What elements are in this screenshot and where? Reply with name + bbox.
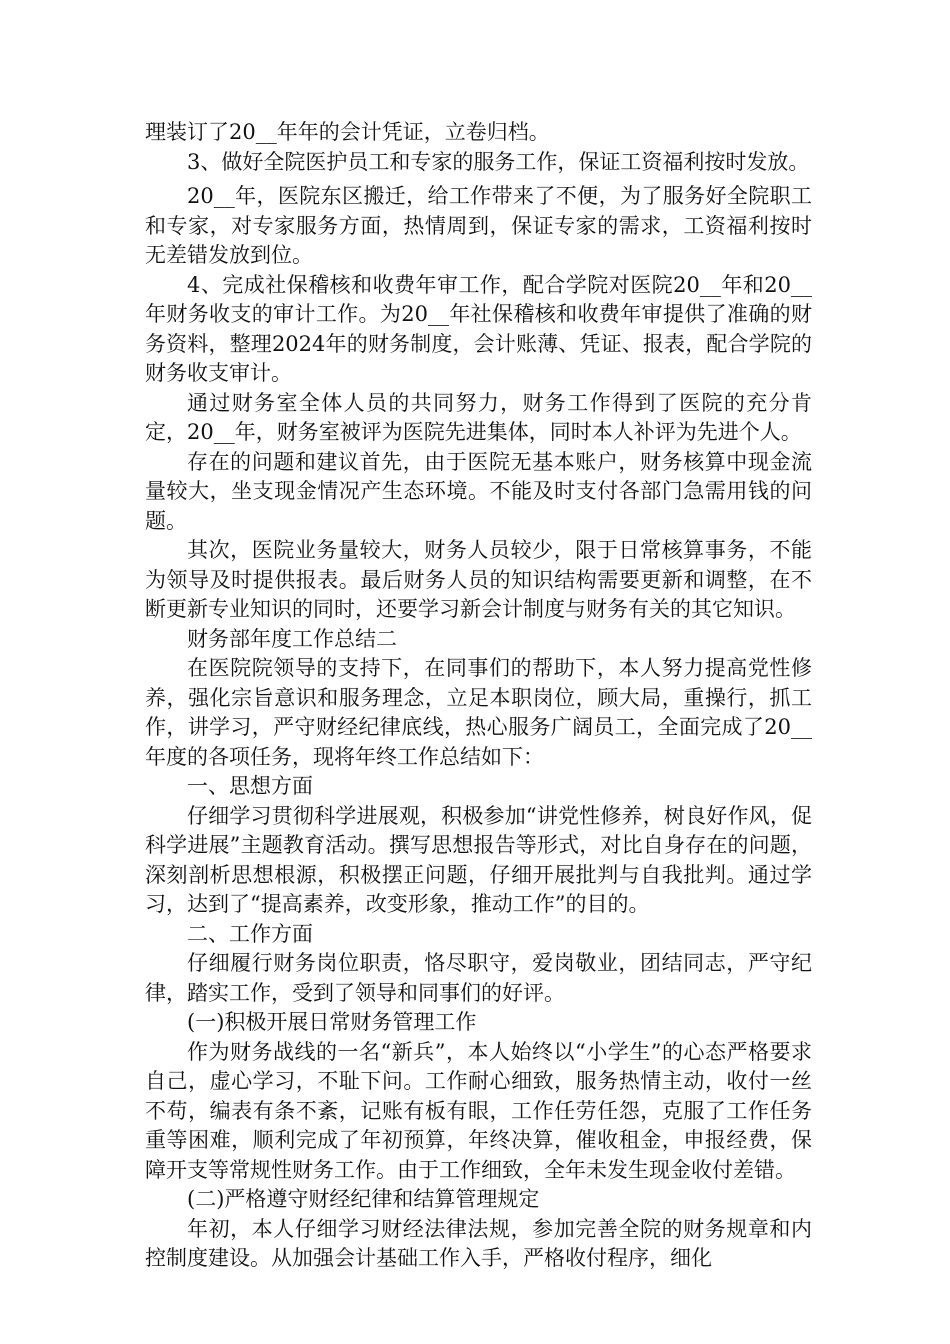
paragraph: 一、思想方面 [187,774,313,798]
paragraph: (二)严格遵守财经纪律和结算管理规定 [187,1187,540,1211]
paragraph: (一)积极开展日常财务管理工作 [187,1010,477,1034]
paragraph: 存在的问题和建议首先，由于医院无基本账户，财务核算中现金流量较大，坐支现金情况产生态环境。不能及时支付各部门急需用钱的问题。 [145,449,812,533]
paragraph: 理装订了20__年年的会计凭证，立卷归档。 [145,120,550,144]
paragraph: 通过财务室全体人员的共同努力，财务工作得到了医院的充分肯定，20__年，财务室被评为医院先进集体，同时本人补评为先进个人。 [145,390,812,444]
paragraph: 年初，本人仔细学习财经法律法规，参加完善全院的财务规章和内控制度建设。从加强会计基础工作入手，严格收付程序，细化 [145,1216,812,1270]
paragraph: 4、完成社保稽核和收费年审工作，配合学院对医院20__年和20__年财务收支的审计工作。为20__年社保稽核和收费年审提供了准确的财务资料，整理2024年的财务制度，会计账薄、凭证、报表，配合学院的财务收支审计。 [145,272,812,385]
document-body [145,118,812,1274]
paragraph: 二、工作方面 [187,921,313,946]
paragraph: 财务部年度工作总结二 [187,626,397,651]
paragraph: 作为财务战线的一名“新兵”，本人始终以“小学生”的心态严格要求自己，虚心学习，不耻下问。工作耐心细致，服务热情主动，收付一丝不苟，编表有条不紊，记账有板有眼，工作任劳任怨，克服了工作任务重等困难，顺利完成了年初预算，年终决算，催收租金，申报经费，保障开支等常规性财务工作。由于工作细致，全年未发生现金收付差错。 [145,1039,812,1182]
paragraph: 在医院院领导的支持下，在同事们的帮助下，本人努力提高党性修养，强化宗旨意识和服务理念，立足本职岗位，顾大局，重操行，抓工作，讲学习，严守财经纪律底线，热心服务广阔员工，全面完成了20__年度的各项任务，现将年终工作总结如下： [145,656,812,769]
paragraph: 20__年，医院东区搬迁，给工作带来了不便，为了服务好全院职工和专家，对专家服务方面，热情周到，保证专家的需求，工资福利按时无差错发放到位。 [145,184,812,267]
paragraph: 仔细学习贯彻科学进展观，积极参加“讲党性修养，树良好作风，促科学进展”主题教育活动。撰写思想报告等形式，对比自身存在的问题，深刻剖析思想根源，积极摆正问题，仔细开展批判与自我批判。通过学习，达到了“提高素养，改变形象，推动工作”的目的。 [145,803,812,916]
paragraph: 其次，医院业务量较大，财务人员较少，限于日常核算事务，不能为领导及时提供报表。最后财务人员的知识结构需要更新和调整，在不断更新专业知识的同时，还要学习新会计制度与财务有关的其它知识。 [145,538,812,621]
paragraph: 3、做好全院医护员工和专家的服务工作，保证工资福利按时发放。 [187,149,810,174]
paragraph: 仔细履行财务岗位职责，恪尽职守，爱岗敬业，团结同志，严守纪律，踏实工作，受到了领导和同事们的好评。 [145,951,812,1005]
